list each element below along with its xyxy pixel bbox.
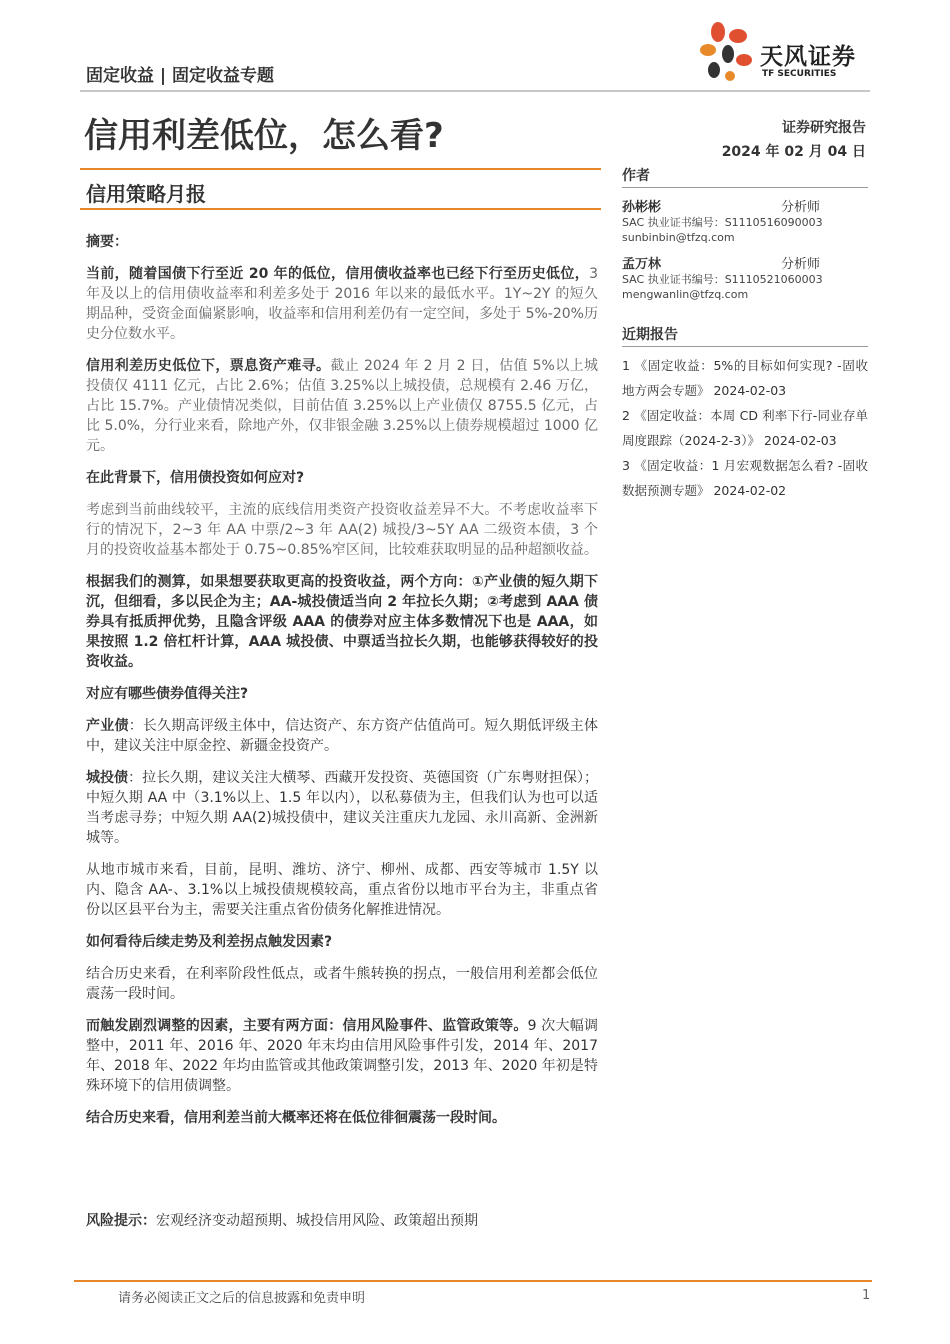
recent-report-link[interactable]: 1 《固定收益：5%的目标如何实现? -固收地方两会专题》 2024-02-03 <box>622 358 868 398</box>
logo-subtext: TF SECURITIES <box>762 69 837 79</box>
author-entry <box>622 253 868 302</box>
summary-paragraph: 信用利差历史低位下，票息资产难寻。截止 2024 年 2 月 2 日，估值 5%以上城投债仅 4111 亿元，占比 2.6%；估值 3.25%以上城投债，总规模有 2.46 万亿，占比 15.7%。产业债情况类似，目前估值 3.25%以上产业债仅 8755.5 亿元，占比 5.0%，分行业来看，除地产外，仅非银金融 3.25%以上债券规模超过 1000 亿元。 <box>86 358 598 454</box>
footer-disclaimer: 请务必阅读正文之后的信息披露和免责申明 <box>118 1291 366 1306</box>
author-name: 孙彬彬 <box>622 200 662 215</box>
summary-body <box>86 232 598 1140</box>
recent-report-link[interactable]: 3 《固定收益：1 月宏观数据怎么看? -固收数据预测专题》 2024-02-02 <box>622 458 868 498</box>
report-subtitle: 信用策略月报 <box>86 182 206 206</box>
header-divider <box>80 90 870 92</box>
recent-report-link[interactable]: 2 《固定收益：本周 CD 利率下行-同业存单周度跟踪（2024-2-3）》 2024-02-03 <box>622 408 868 448</box>
author-cert: SAC 执业证书编号：S1110516090003 <box>622 216 823 229</box>
summary-question: 对应有哪些债券值得关注? <box>86 686 249 702</box>
author-email[interactable]: sunbinbin@tfzq.com <box>622 231 735 244</box>
summary-paragraph: 而触发剧烈调整的因素，主要有两方面：信用风险事件、监管政策等。9 次大幅调整中，2011 年、2016 年、2020 年末均由信用风险事件引发，2014 年、2017 年、2018 年、2022 年均由监管或其他政策调整引发，2013 年、2020 年初是特殊环境下的信用债调整。 <box>86 1018 599 1094</box>
logo-text: 天风证券 <box>760 44 856 70</box>
company-logo <box>700 20 870 90</box>
summary-paragraph: 从地市城市来看，目前，昆明、潍坊、济宁、柳州、成都、西安等城市 1.5Y 以内、隐含 AA-、3.1%以上城投债规模较高，重点省份以地市平台为主，非重点省份以区县平台为主，需要关注重点省份债务化解推进情况。 <box>86 862 598 918</box>
author-entry <box>622 196 868 245</box>
summary-heading: 摘要： <box>86 234 128 250</box>
logo-flower-icon <box>700 20 760 84</box>
risk-text: 宏观经济变动超预期、城投信用风险、政策超出预期 <box>156 1213 478 1229</box>
risk-warning <box>86 1210 478 1230</box>
report-date: 2024 年 02 月 04 日 <box>721 144 866 160</box>
author-role: 分析师 <box>780 257 820 272</box>
report-type: 证券研究报告 <box>782 120 866 136</box>
summary-paragraph: 城投债：拉长久期，建议关注大横琴、西藏开发投资、英德国资（广东粤财担保）；中短久期 AA 中（3.1%以上、1.5 年以内），以私募债为主，但我们认为也可以适当考虑寻券；中短久期 AA(2)城投债中，建议关注重庆九龙园、永川高新、金洲新城等。 <box>86 770 599 846</box>
summary-conclusion: 结合历史来看，信用利差当前大概率还将在低位徘徊震荡一段时间。 <box>86 1110 506 1126</box>
summary-paragraph: 结合历史来看，在利率阶段性低点，或者牛熊转换的拐点，一般信用利差都会低位震荡一段时间。 <box>86 966 598 1002</box>
summary-question: 在此背景下，信用债投资如何应对? <box>86 470 305 486</box>
footer-divider <box>74 1280 872 1282</box>
summary-paragraph: 根据我们的测算，如果想要获取更高的投资收益，两个方向：①产业债的短久期下沉，但细看，多以民企为主；AA-城投债适当向 2 年拉长久期；②考虑到 AAA 债券具有抵质押优势，且隐含评级 AAA 的债券对应主体多数情况下也是 AAA，如果按照 1.2 倍杠杆计算，AAA 城投债、中票适当拉长久期，也能够获得较好的投资收益。 <box>86 574 598 670</box>
risk-label: 风险提示： <box>86 1213 156 1229</box>
summary-paragraph: 当前，随着国债下行至近 20 年的低位，信用债收益率也已经下行至历史低位，3 年及以上的信用债收益率和利差多处于 2016 年以来的最低水平。1Y~2Y 的短久期品种，受资金面偏紧影响，收益率和信用利差仍有一定空间，多处于 5%-20%历史分位数水平。 <box>86 266 598 342</box>
report-category: 固定收益 | 固定收益专题 <box>86 66 275 86</box>
report-title: 信用利差低位，怎么看? <box>84 116 444 156</box>
author-email[interactable]: mengwanlin@tfzq.com <box>622 288 749 301</box>
summary-paragraph: 考虑到当前曲线较平，主流的底线信用类资产投资收益差异不大。不考虑收益率下行的情况下，2~3 年 AA 中票/2~3 年 AA(2) 城投/3~5Y AA 二级资本债，3 个月的投资收益基本都处于 0.75~0.85%窄区间，比较难获取明显的品种超额收益。 <box>86 502 598 558</box>
author-cert: SAC 执业证书编号：S1110521060003 <box>622 273 823 286</box>
summary-question: 如何看待后续走势及利差拐点触发因素? <box>86 934 333 950</box>
summary-paragraph: 产业债：长久期高评级主体中，信达资产、东方资产估值尚可。短久期低评级主体中，建议关注中原金控、新疆金投资产。 <box>86 718 598 754</box>
author-name: 孟万林 <box>622 257 662 272</box>
recent-reports-heading: 近期报告 <box>622 324 868 347</box>
page-number: 1 <box>862 1288 871 1303</box>
authors-heading: 作者 <box>622 165 868 188</box>
recent-reports <box>622 324 868 503</box>
sidebar <box>622 165 868 503</box>
title-divider <box>80 168 601 170</box>
subtitle-divider <box>80 208 601 210</box>
author-role: 分析师 <box>780 200 820 215</box>
